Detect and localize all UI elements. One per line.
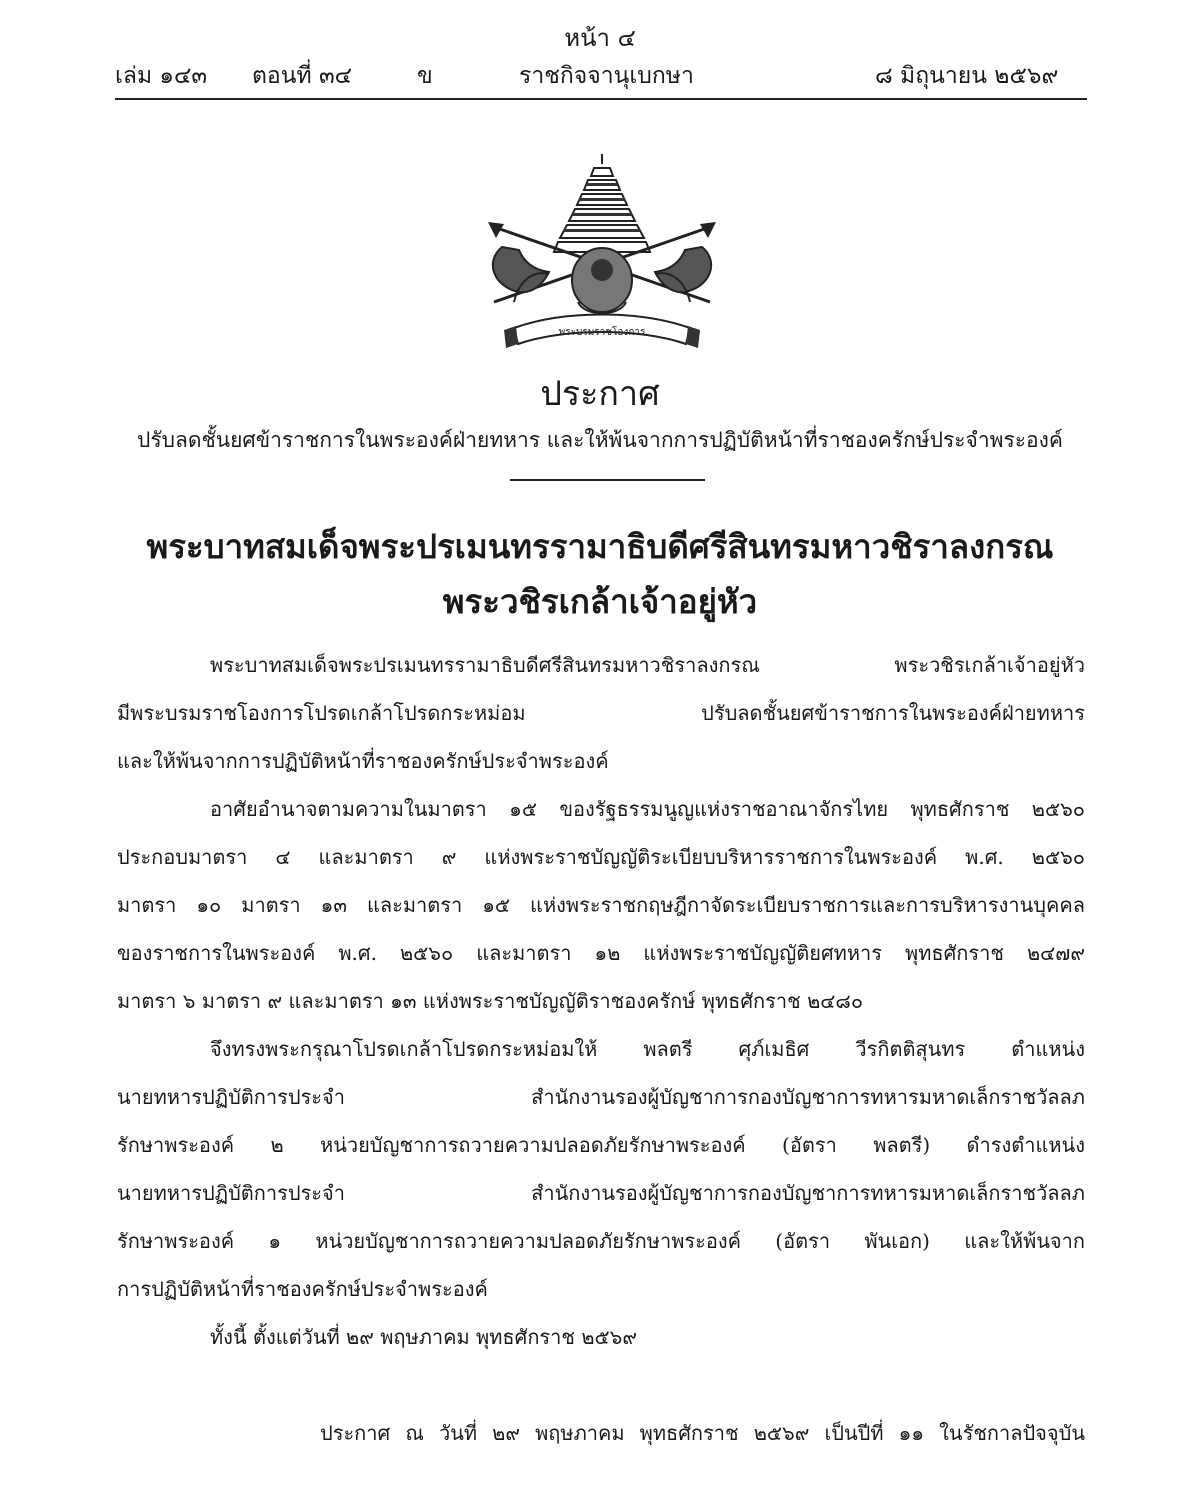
body-line: จึงทรงพระกรุณาโปรดเกล้าโปรดกระหม่อมให้ พลตรี ศุภ์เมธิศ วีรกิตติสุนทร ตำแหน่ง <box>210 1037 1085 1061</box>
announcement-subtitle: ปรับลดชั้นยศข้าราชการในพระองค์ฝ่ายทหาร และให้พ้นจากการปฏิบัติหน้าที่ราชองครักษ์ประจำพระองค์ <box>137 428 1063 452</box>
body-line: อาศัยอำนาจตามความในมาตรา ๑๕ ของรัฐธรรมนูญแห่งราชอาณาจักรไทย พุทธศักราช ๒๕๖๐ <box>210 797 1085 821</box>
gazette-header <box>115 60 1087 94</box>
part-number: ตอนที่ ๓๔ <box>252 63 353 89</box>
body-line: และให้พ้นจากการปฏิบัติหน้าที่ราชองครักษ์ประจำพระองค์ <box>117 749 609 773</box>
body-line: มาตรา ๑๐ มาตรา ๑๓ และมาตรา ๑๕ แห่งพระราชกฤษฎีกาจัดระเบียบราชการและการบริหารงานบุคคล <box>117 893 1085 917</box>
body-line: รักษาพระองค์ ๑ หน่วยบัญชาการถวายความปลอดภัยรักษาพระองค์ (อัตรา พันเอก) และให้พ้นจาก <box>117 1229 1085 1253</box>
page-number: หน้า ๔ <box>564 24 636 52</box>
king-title-line-2: พระวชิรเกล้าเจ้าอยู่หัว <box>442 582 758 621</box>
emblem-banner-text: พระบรมราชโองการ <box>558 327 646 338</box>
king-title-line-1: พระบาทสมเด็จพระปรเมนทรรามาธิบดีศรีสินทรมหาวชิราลงกรณ <box>146 527 1054 566</box>
section-letter: ข <box>417 63 433 89</box>
publication-date: ๘ มิถุนายน ๒๕๖๙ <box>875 63 1059 89</box>
body-line: มาตรา ๖ มาตรา ๙ และมาตรา ๑๓ แห่งพระราชบัญญัติราชองครักษ์ พุทธศักราช ๒๔๘๐ <box>117 989 864 1013</box>
title-divider <box>510 479 705 481</box>
body-line: พระบาทสมเด็จพระปรเมนทรรามาธิบดีศรีสินทรมหาวชิราลงกรณ พระวชิรเกล้าเจ้าอยู่หัว <box>210 653 1085 677</box>
body-line: ประกอบมาตรา ๔ และมาตรา ๙ แห่งพระราชบัญญัติระเบียบบริหารราชการในพระองค์ พ.ศ. ๒๕๖๐ <box>117 845 1085 869</box>
header-divider <box>115 98 1087 100</box>
body-line: การปฏิบัติหน้าที่ราชองครักษ์ประจำพระองค์ <box>117 1277 488 1301</box>
royal-emblem-icon <box>474 152 730 352</box>
volume-number: เล่ม ๑๔๓ <box>115 63 208 89</box>
effective-date-line: ทั้งนี้ ตั้งแต่วันที่ ๒๙ พฤษภาคม พุทธศักราช ๒๕๖๙ <box>210 1325 638 1349</box>
body-line: มีพระบรมราชโองการโปรดเกล้าโปรดกระหม่อม ปรับลดชั้นยศข้าราชการในพระองค์ฝ่ายทหาร <box>117 701 1085 725</box>
body-line: ของราชการในพระองค์ พ.ศ. ๒๕๖๐ และมาตรา ๑๒ แห่งพระราชบัญญัติยศทหาร พุทธศักราช ๒๔๗๙ <box>117 941 1085 965</box>
body-line: รักษาพระองค์ ๒ หน่วยบัญชาการถวายความปลอดภัยรักษาพระองค์ (อัตรา พลตรี) ดำรงตำแหน่ง <box>117 1133 1085 1157</box>
publication-name: ราชกิจจานุเบกษา <box>519 63 694 89</box>
body-line: นายทหารปฏิบัติการประจำ สำนักงานรองผู้บัญชาการกองบัญชาการทหารมหาดเล็กราชวัลลภ <box>117 1085 1085 1109</box>
announcement-signoff: ประกาศ ณ วันที่ ๒๙ พฤษภาคม พุทธศักราช ๒๕๖๙ เป็นปีที่ ๑๑ ในรัชกาลปัจจุบัน <box>320 1421 1085 1445</box>
announcement-title: ประกาศ <box>540 374 660 414</box>
body-line: นายทหารปฏิบัติการประจำ สำนักงานรองผู้บัญชาการกองบัญชาการทหารมหาดเล็กราชวัลลภ <box>117 1181 1085 1205</box>
